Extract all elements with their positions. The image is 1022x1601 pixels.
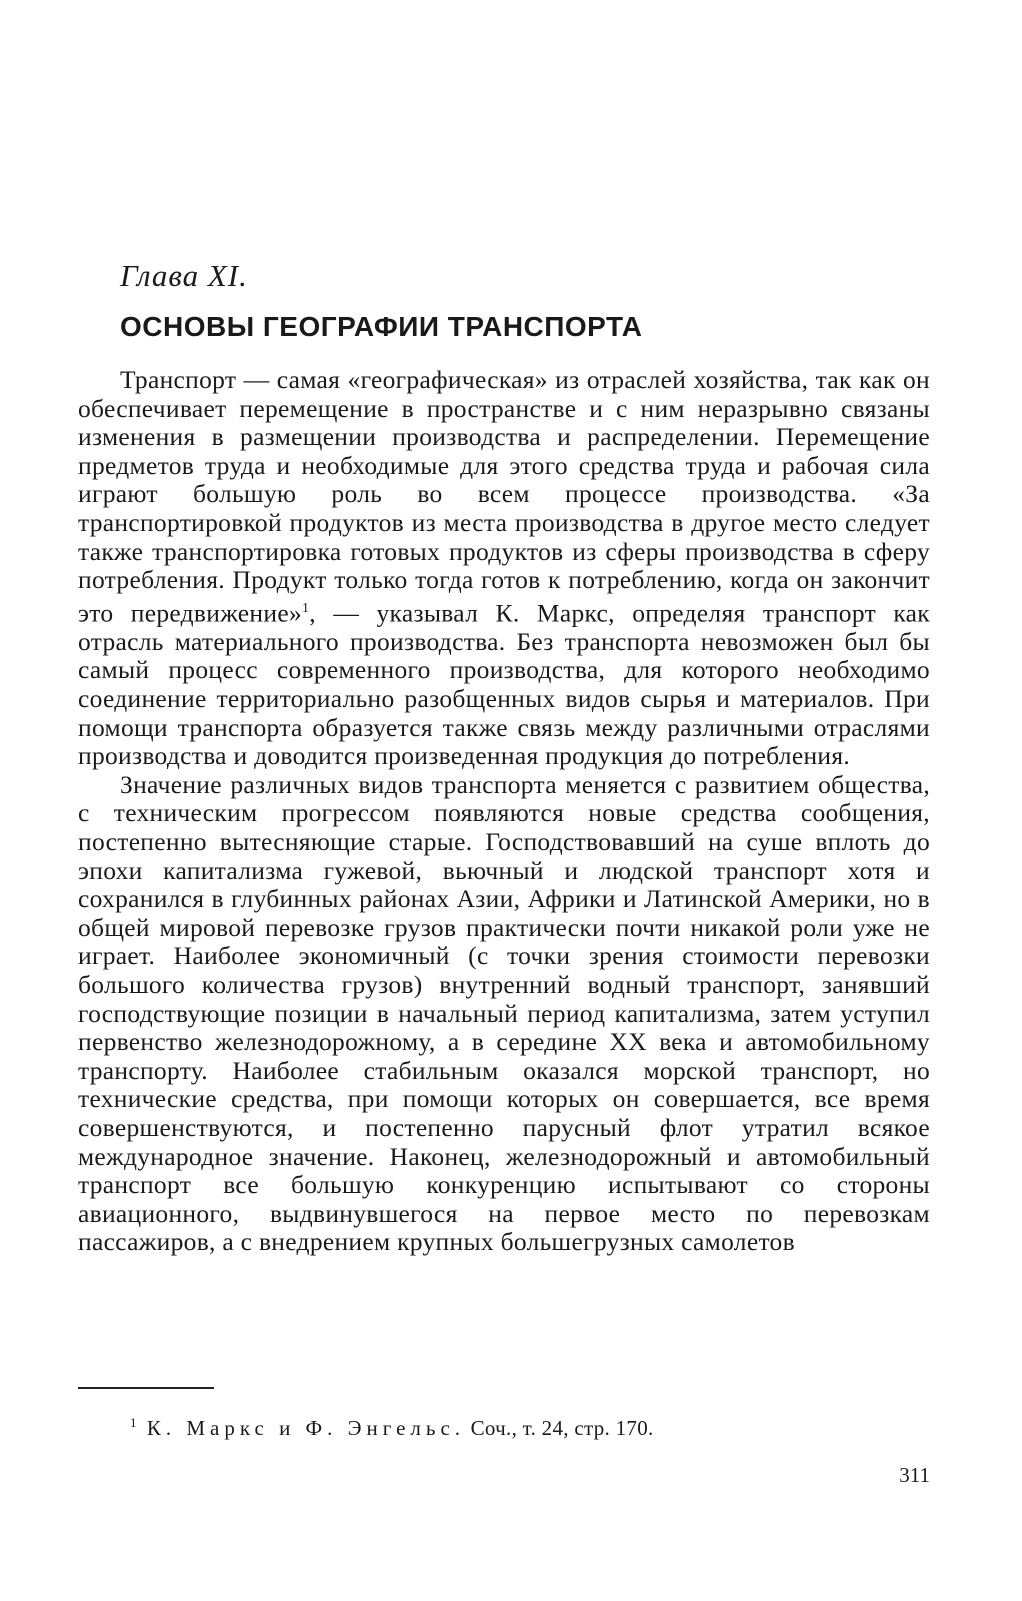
- footnote-source: Соч., т. 24, стр. 170.: [470, 1416, 654, 1440]
- chapter-body: [78, 366, 930, 1257]
- footnote-reference: 1: [301, 600, 310, 616]
- page-number: 311: [899, 1463, 930, 1487]
- footnote-authors: К. Маркс и Ф. Энгельс.: [146, 1416, 466, 1440]
- footnote-divider: [78, 1387, 214, 1389]
- footnote-mark: 1: [130, 1415, 137, 1430]
- footnote: [130, 1415, 654, 1441]
- paragraph-2: Значение различных видов транспорта меняется с развитием общества, с техническим прогрессом появляются новые средства сообщения, постепенно вытесняющие старые. Господствовавший на суше вплоть до эпохи капитализма гужевой, вьючный и людской транспорт хотя и сохранился в глубинных районах Азии, Африки и Латинской Америки, но в общей мировой перевозке грузов практически почти никакой роли уже не играет. Наиболее экономичный (с точки зрения стоимости перевозки большого количества грузов) внутренний водный транспорт, занявший господствующие позиции в начальный период капитализма, затем уступил первенство железнодорожному, а в середине XX века и автомобильному транспорту. Наиболее стабильным оказался морской транспорт, но технические средства, при помощи которых он совершается, все время совершенствуются, и постепенно парусный флот утратил всякое международное значение. Наконец, железнодорожный и автомобильный транспорт все большую конкуренцию испытывают со стороны авиационного, выдвинувшегося на первое место по перевозкам пассажиров, а с внедрением крупных большегрузных самолетов: [78, 769, 930, 1257]
- paragraph-1-text: Транспорт — самая «географическая» из отраслей хозяйства, так как он обеспечивает перемещение в пространстве и с ним неразрывно связаны изменения в размещении производства и распределении. Перемещение предметов труда и необходимые для этого средства труда и рабочая сила играют большую роль во всем процессе производства. «За транспортировкой продуктов из места производства в другое место следует также транспортировка готовых продуктов из сферы производства в сферу потребления. Продукт только тогда готов к потреблению, когда он закончит это передвижение»: [78, 365, 930, 628]
- book-page: [78, 0, 930, 1601]
- paragraph-1-text-continued: , — указывал К. Маркс, определяя транспорт как отрасль материального производства. Без транспорта невозможен был бы самый процесс современного производства, для которого необходимо соединение территориально разобщенных видов сырья и материалов. При помощи транспорта образуется также связь между различными отраслями производства и доводится произведенная продукция до потребления.: [78, 598, 930, 771]
- chapter-label: Глава XI.: [120, 258, 248, 293]
- chapter-title: ОСНОВЫ ГЕОГРАФИИ ТРАНСПОРТА: [120, 311, 643, 342]
- paragraph-1: [78, 366, 930, 771]
